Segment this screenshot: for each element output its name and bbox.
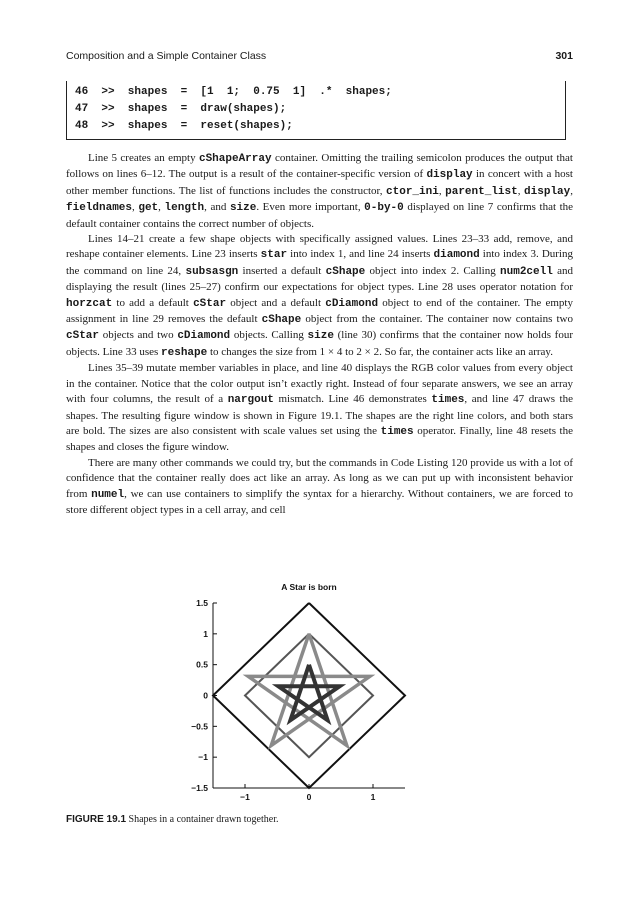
text-run: (line 30) confirms that the container now holds four objects. Line 33 uses — [66, 329, 574, 358]
code-line-number: 47 — [75, 103, 89, 115]
inline-code: horzcat — [66, 297, 113, 310]
star-chart — [180, 560, 470, 810]
y-tick-label: 0.5 — [196, 659, 208, 670]
paragraph — [66, 151, 573, 232]
inline-code: cDiamond — [177, 330, 231, 343]
text-run: operator. Finally, line 48 resets the shapes and closes the figure window. — [66, 424, 573, 454]
inline-code: size — [307, 330, 334, 343]
paragraph — [66, 456, 573, 519]
figure — [180, 560, 470, 810]
code-line — [75, 118, 293, 134]
text-run: into index 3. During the command on line 24, — [66, 248, 573, 277]
text-run: into index 1, and line 24 inserts — [287, 248, 434, 261]
x-tick-label: 1 — [370, 792, 376, 802]
code-line — [75, 84, 392, 100]
text-run: to changes the size from 1 × 4 to 2 × 2. So far, the container acts like an array. — [207, 345, 553, 358]
inline-code: nargout — [227, 394, 274, 407]
x-tick-label: −1 — [240, 792, 250, 802]
text-run: objects and two — [99, 329, 178, 342]
text-run: to add a default — [112, 296, 194, 309]
page-number: 301 — [555, 50, 573, 62]
y-tick-label: −1 — [198, 752, 208, 763]
text-run: , — [158, 201, 165, 214]
inline-code: reshape — [161, 346, 208, 359]
code-line-text: >> shapes = [1 1; 0.75 1] .* shapes; — [101, 86, 392, 98]
text-run: in concert with a host other member functions. The list of functions includes the constructor, — [66, 168, 573, 197]
caption-label: FIGURE 19.1 — [66, 814, 127, 825]
text-run: container. Omitting the trailing semicolon produces the output that follows on lines 6–12. The output is a result of the container-specific version of — [66, 152, 573, 181]
code-line-text: >> shapes = draw(shapes); — [101, 103, 287, 115]
inline-code: length — [164, 202, 205, 215]
inline-code: fieldnames — [66, 202, 133, 215]
figure-caption — [66, 814, 278, 825]
text-run: Lines 35–39 mutate member variables in place, and line 40 displays the RGB color values from every object in the container. Notice that the color output isn’t exactly right. Instead of four separate answers, we see an array with four columns, the result of a — [66, 362, 573, 406]
inline-code: display — [426, 169, 473, 182]
text-run: object and a default — [226, 296, 326, 309]
text-run: , — [438, 184, 446, 197]
code-line-number: 46 — [75, 86, 89, 98]
series-diamond-large — [213, 603, 405, 788]
inline-code: cStar — [193, 297, 227, 310]
text-run: , — [570, 184, 574, 197]
text-run: , and line 47 draws the shapes. The resulting figure window is shown in Figure 19.1. The shapes are the right line colors, and both stars are bold. The sizes are also consistent with scale values set using the — [66, 393, 573, 437]
inline-code: cShape — [325, 265, 366, 278]
code-line — [75, 101, 286, 117]
text-run: object to end of the container. The empty assignment in line 29 removes the default — [66, 296, 573, 326]
caption-text: Shapes in a container drawn together. — [128, 814, 279, 825]
text-run: , we can use containers to simplify the syntax for a hierarchy. Without containers, we are forced to store different object types in a cell array, and cell — [66, 487, 573, 516]
inline-code: times — [431, 394, 465, 407]
inline-code: 0-by-0 — [364, 202, 404, 215]
body-text — [66, 151, 573, 518]
y-tick-label: 1 — [203, 628, 208, 639]
inline-code: parent_list — [445, 185, 518, 198]
code-line-number: 48 — [75, 120, 89, 132]
text-run: . Even more important, — [256, 201, 365, 214]
y-tick-label: −1.5 — [191, 783, 208, 793]
series-star-small — [278, 665, 339, 721]
y-tick-label: 0 — [203, 690, 208, 701]
text-run: displayed on line 7 confirms that the default container contains the correct number of objects. — [66, 201, 574, 230]
inline-code: cStar — [66, 330, 100, 343]
text-run: mismatch. Line 46 demonstrates — [273, 393, 432, 406]
series-diamond-small — [245, 634, 373, 757]
running-header — [66, 50, 573, 64]
code-line-text: >> shapes = reset(shapes); — [101, 120, 293, 132]
x-tick-label: 0 — [306, 792, 312, 802]
text-run: inserted a default — [238, 264, 326, 277]
paragraph — [66, 232, 573, 361]
chart-title: A Star is born — [281, 582, 337, 592]
inline-code: size — [229, 202, 257, 215]
y-tick-label: −0.5 — [191, 721, 208, 732]
chapter-title: Composition and a Simple Container Class — [66, 50, 267, 62]
text-run: objects. Calling — [230, 329, 308, 342]
text-run: , and — [204, 201, 230, 214]
inline-code: display — [524, 185, 571, 198]
y-tick-label: 1.5 — [196, 598, 208, 608]
inline-code: get — [138, 202, 159, 215]
text-run: Line 5 creates an empty — [88, 152, 199, 164]
text-run: and displaying the result (lines 25–27) confirm our expectations for object types. Line 28 uses operator notation for — [66, 264, 573, 294]
inline-code: cDiamond — [325, 297, 379, 310]
inline-code: ctor_ini — [386, 185, 439, 198]
text-run: Lines 14–21 create a few shape objects with specifically assigned values. Lines 23–33 add, remove, and reshape container elements. Line 23 inserts — [66, 233, 573, 261]
series-star-large — [248, 634, 370, 746]
inline-code: subsasgn — [185, 265, 239, 278]
inline-code: star — [260, 249, 288, 262]
inline-code: numel — [91, 488, 125, 501]
paragraph — [66, 361, 573, 455]
text-run: object into index 2. Calling — [365, 264, 501, 277]
text-run: , — [132, 201, 139, 214]
inline-code: cShapeArray — [198, 153, 272, 165]
text-run: , — [517, 184, 525, 197]
inline-code: diamond — [433, 249, 480, 262]
inline-code: cShape — [261, 314, 302, 327]
text-run: There are many other commands we could try, but the commands in Code Listing 120 provide us with a lot of confidence that the container really does act like an array. As long as we can put up with inconsistent behavior from — [66, 456, 573, 500]
inline-code: num2cell — [500, 265, 553, 278]
text-run: object from the container. The container now contains two — [301, 313, 573, 326]
inline-code: times — [380, 425, 414, 438]
code-listing — [66, 81, 566, 140]
